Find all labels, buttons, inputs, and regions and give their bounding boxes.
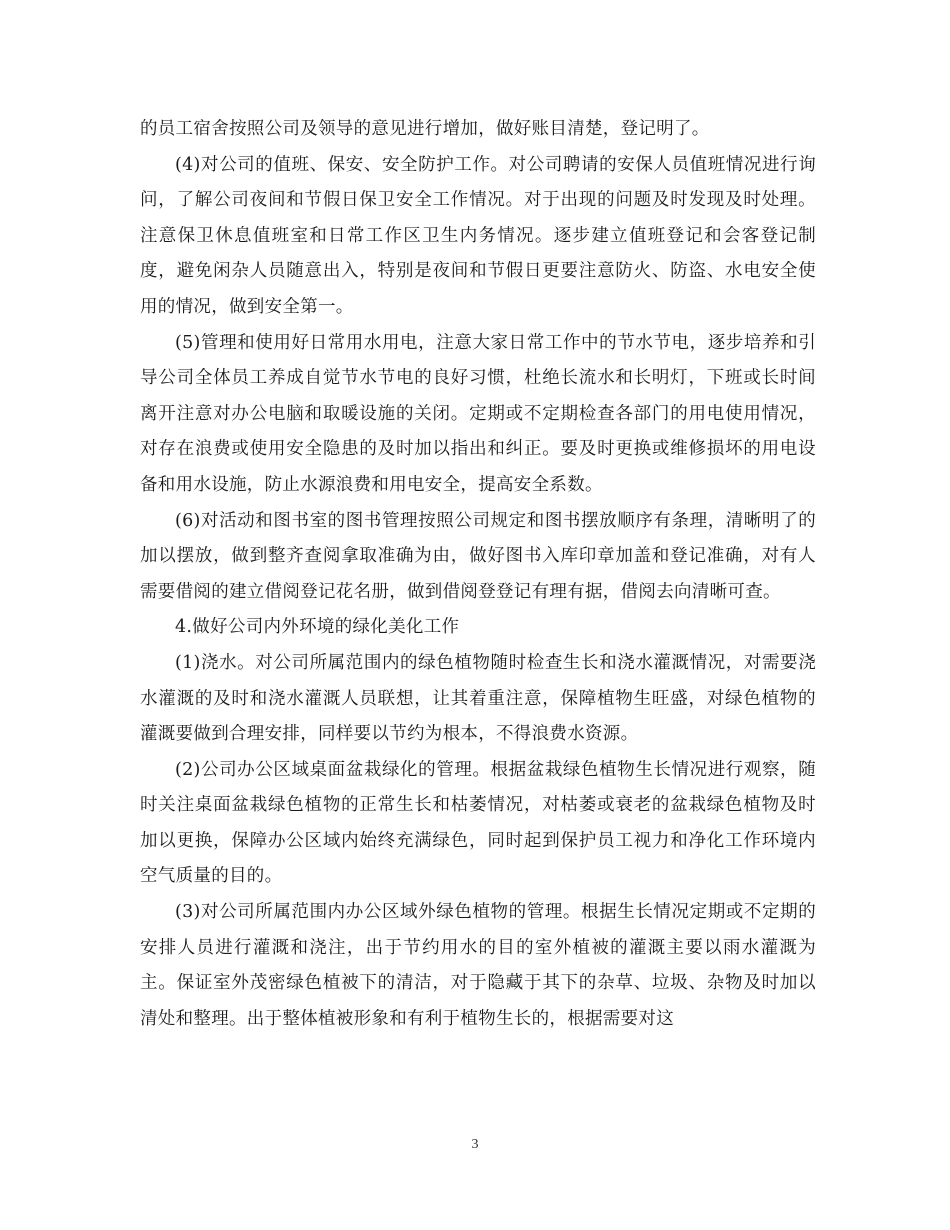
paragraph-duty-security: (4)对公司的值班、保安、安全防护工作。对公司聘请的安保人员值班情况进行询问，了解公司夜间和节假日保卫安全工作情况。对于出现的问题及时发现及时处理。注意保卫休息值班室和日常工作区卫生内务情况。逐步建立值班登记和会客登记制度，避免闲杂人员随意出入，特别是夜间和节假日更要注意防火、防盗、水电安全使用的情况，做到安全第一。 <box>140 154 816 317</box>
section-heading-greening: 4.做好公司内外环境的绿化美化工作 <box>175 617 460 638</box>
paragraph-watering: (1)浇水。对公司所属范围内的绿色植物随时检查生长和浇水灌溉情况，对需要浇水灌溉的及时和浇水灌溉人员联想，让其着重注意，保障植物生旺盛，对绿色植物的灌溉要做到合理安排，同样要以节约为根本，不得浪费水资源。 <box>140 652 816 745</box>
paragraph-water-electricity: (5)管理和使用好日常用水用电，注意大家日常工作中的节水节电，逐步培养和引导公司全体员工养成自觉节水节电的良好习惯，杜绝长流水和长明灯，下班或长时间离开注意对办公电脑和取暖设施的关闭。定期或不定期检查各部门的用电使用情况，对存在浪费或使用安全隐患的及时加以指出和纠正。要及时更换或维修损坏的用电设备和用水设施，防止水源浪费和用电安全，提高安全系数。 <box>140 332 816 495</box>
paragraph-continuation: 的员工宿舍按照公司及领导的意见进行增加，做好账目清楚，登记明了。 <box>140 119 710 139</box>
paragraph-desk-plants: (2)公司办公区域桌面盆栽绿化的管理。根据盆栽绿色植物生长情况进行观察，随时关注桌面盆栽绿色植物的正常生长和枯萎情况，对枯萎或衰老的盆栽绿色植物及时加以更换，保障办公区域内始终充满绿色，同时起到保护员工视力和净化工作环境内空气质量的目的。 <box>140 759 816 887</box>
page-number: 3 <box>471 1137 479 1152</box>
paragraph-library: (6)对活动和图书室的图书管理按照公司规定和图书摆放顺序有条理，清晰明了的加以摆放，做到整齐查阅拿取准确为由，做好图书入库印章加盖和登记准确，对有人需要借阅的建立借阅登记花名册，做到借阅登登记有理有据，借阅去向清晰可查。 <box>140 510 816 602</box>
paragraph-outdoor-plants: (3)对公司所属范围内办公区域外绿色植物的管理。根据生长情况定期或不定期的安排人员进行灌溉和浇注，出于节约用水的目的室外植被的灌溉主要以雨水灌溉为主。保证室外茂密绿色植被下的清洁，对于隐藏于其下的杂草、垃圾、杂物及时加以清处和整理。出于整体植被形象和有利于植物生长的，根据需要对这 <box>140 902 816 1029</box>
document-body <box>140 112 816 1037</box>
